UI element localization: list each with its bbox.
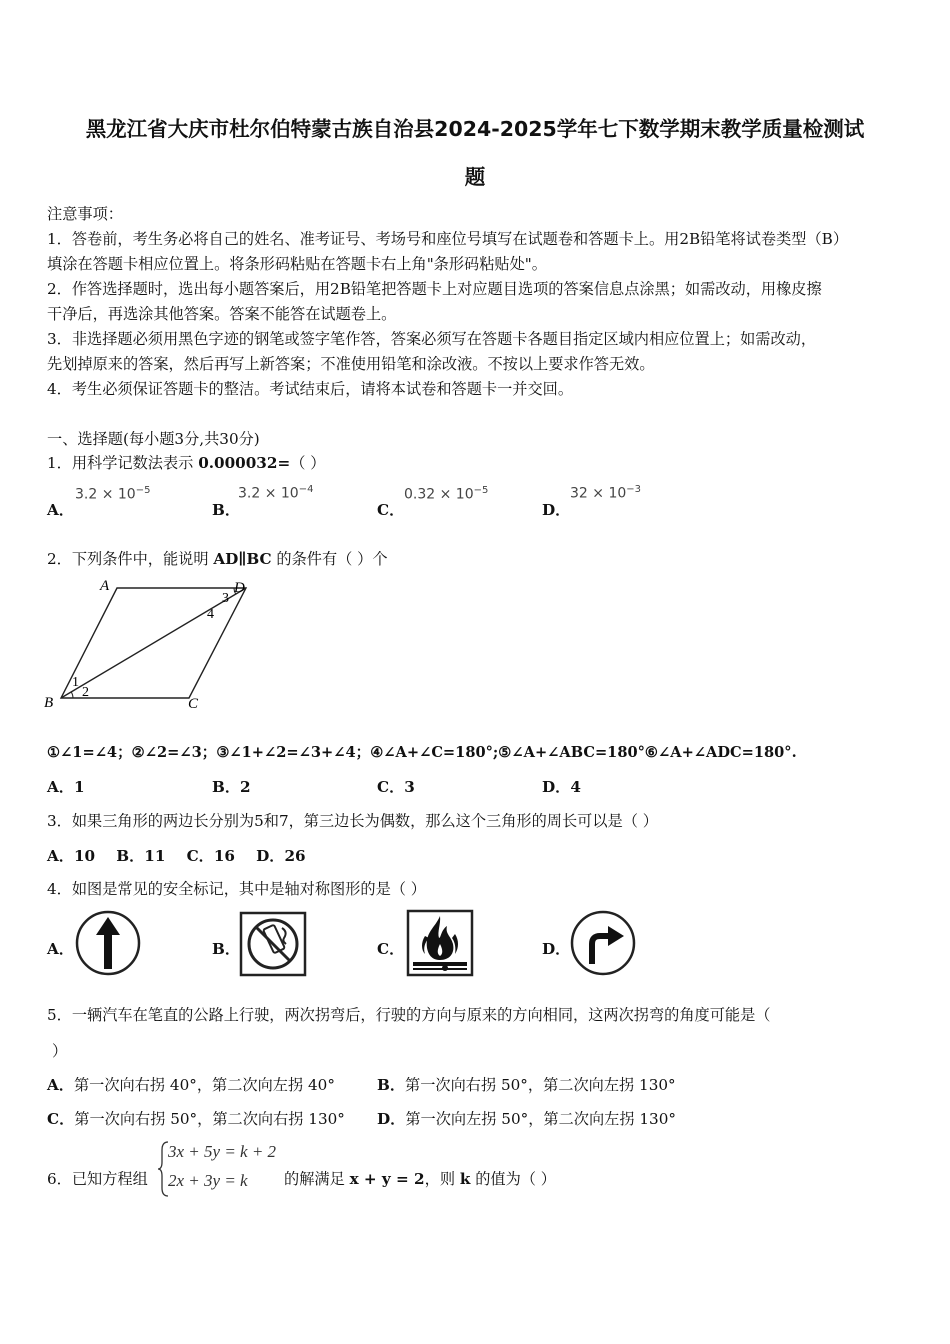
stem-text: 一辆汽车在笔直的公路上行驶，两次拐弯后，行驶的方向与原来的方向相同，这两次拐弯的角度可能是（ bbox=[71, 1006, 771, 1024]
question-2-conditions: ①∠1=∠4；②∠2=∠3；③∠1+∠2=∠3+∠4；④∠A+∠C=180°;⑤∠A+∠ABC=180°⑥∠A+∠ADC=180°. bbox=[47, 744, 797, 761]
stem-parallel: AD∥BC bbox=[213, 550, 272, 568]
exponent: −5 bbox=[135, 485, 151, 496]
question-number: 4． bbox=[47, 880, 72, 898]
option-text: 第一次向右拐 50°，第二次向右拐 130° bbox=[74, 1110, 345, 1128]
option-b-label: B． bbox=[212, 940, 241, 958]
notice-line: 填涂在答题卡相应位置上。将条形码粘贴在答题卡右上角"条形码粘贴处"。 bbox=[47, 255, 547, 273]
option-label: B． bbox=[377, 1076, 406, 1094]
question-2-stem bbox=[47, 548, 388, 569]
option-text: 第一次向左拐 50°，第二次向左拐 130° bbox=[405, 1110, 676, 1128]
option-b bbox=[377, 1074, 676, 1095]
stem-condition: x + y = 2 bbox=[349, 1170, 425, 1188]
question-4-stem bbox=[47, 878, 426, 899]
option-text: 第一次向右拐 40°，第二次向左拐 40° bbox=[73, 1076, 335, 1094]
option-d-label: D． bbox=[542, 501, 571, 519]
vertex-b-label: B bbox=[44, 695, 54, 711]
stem-bracket: （ ） bbox=[290, 454, 326, 472]
mantissa: 3.2 × 10 bbox=[238, 485, 299, 502]
up-arrow-sign-icon bbox=[74, 909, 142, 977]
question-5-stem bbox=[47, 1004, 770, 1025]
stem-text: 如图是常见的安全标记，其中是轴对称图形的是（ ） bbox=[71, 880, 426, 898]
option-a-value bbox=[75, 485, 150, 503]
option-b-label: B． bbox=[212, 501, 241, 519]
option-d: D．4 bbox=[542, 778, 581, 796]
exponent: −3 bbox=[626, 484, 642, 495]
question-number: 3． bbox=[47, 812, 72, 830]
notice-line: 干净后，再选涂其他答案。答案不能答在试题卷上。 bbox=[47, 305, 397, 323]
question-number: 1． bbox=[47, 454, 72, 472]
question-3-options: A．10 B．11 C．16 D．26 bbox=[47, 847, 306, 865]
option-c: C．3 bbox=[377, 778, 415, 796]
flammable-sign-icon bbox=[405, 908, 475, 978]
turn-right-sign-icon bbox=[568, 908, 638, 978]
stem-text: 用科学记数法表示 bbox=[71, 454, 199, 472]
option-d-label: D． bbox=[542, 940, 571, 958]
option-c-label: C． bbox=[377, 940, 405, 958]
option-c bbox=[47, 1108, 345, 1129]
notice-line: 先划掉原来的答案，然后再写上新答案；不准使用铅笔和涂改液。不按以上要求作答无效。 bbox=[47, 355, 655, 373]
angle-arc-b bbox=[71, 692, 73, 698]
page-title: 黑龙江省大庆市杜尔伯特蒙古族自治县2024-2025学年七下数学期末教学质量检测试 bbox=[85, 117, 865, 141]
option-a-label: A． bbox=[47, 501, 74, 519]
question-number: 6． bbox=[47, 1170, 72, 1188]
stem-text: 的解满足 bbox=[284, 1170, 350, 1188]
exponent: −4 bbox=[298, 484, 314, 495]
stem-text: 的值为（ ） bbox=[470, 1170, 556, 1188]
option-label: C． bbox=[47, 1110, 75, 1128]
option-b-value bbox=[238, 484, 313, 502]
stem-number: 0.000032= bbox=[198, 454, 291, 472]
stem-text: 下列条件中，能说明 bbox=[71, 550, 214, 568]
notice-line: 1．答卷前，考生务必将自己的姓名、准考证号、考场号和座位号填写在试题卷和答题卡上。用2B铅笔将试卷类型（B） bbox=[47, 230, 849, 248]
option-label: D． bbox=[377, 1110, 406, 1128]
option-d-value bbox=[570, 484, 641, 502]
parallelogram-figure bbox=[40, 572, 260, 717]
option-a bbox=[47, 1074, 335, 1095]
mantissa: 0.32 × 10 bbox=[404, 486, 474, 503]
option-a: A．1 bbox=[47, 778, 85, 796]
no-mobile-phone-sign-icon bbox=[238, 910, 308, 978]
stem-text: 的条件有（ ）个 bbox=[271, 550, 388, 568]
page-title-continued: 题 bbox=[464, 165, 486, 189]
stem-variable: k bbox=[459, 1170, 471, 1188]
equation-2: 2x + 3y = k bbox=[168, 1171, 248, 1190]
option-text: 第一次向右拐 50°，第二次向左拐 130° bbox=[405, 1076, 676, 1094]
question-6-prefix bbox=[47, 1168, 148, 1189]
equation-1: 3x + 5y = k + 2 bbox=[168, 1142, 277, 1161]
question-number: 2． bbox=[47, 550, 72, 568]
stem-text: 如果三角形的两边长分别为5和7，第三边长为偶数，那么这个三角形的周长可以是（ ） bbox=[71, 812, 658, 830]
question-5-stem-end: ） bbox=[52, 1042, 68, 1060]
notice-line: 2．作答选择题时，选出每小题答案后，用2B铅笔把答题卡上对应题目选项的答案信息点涂黑；如需改动，用橡皮擦 bbox=[47, 280, 822, 298]
option-c-label: C． bbox=[377, 501, 405, 519]
notice-line: 3．非选择题必须用黑色字迹的钢笔或签字笔作答，答案必须写在答题卡各题目指定区域内相应位置上；如需改动， bbox=[47, 330, 817, 348]
vertex-a-label: A bbox=[100, 578, 110, 594]
mantissa: 32 × 10 bbox=[570, 485, 627, 502]
question-6-stem bbox=[284, 1168, 556, 1189]
option-label: A． bbox=[47, 1076, 74, 1094]
angle-3-label: 3 bbox=[222, 591, 229, 606]
option-d bbox=[377, 1108, 676, 1129]
angle-1-label: 1 bbox=[72, 675, 79, 690]
mantissa: 3.2 × 10 bbox=[75, 486, 136, 503]
question-number: 5． bbox=[47, 1006, 72, 1024]
option-a-label: A． bbox=[47, 940, 74, 958]
notice-line: 4．考生必须保证答题卡的整洁。考试结束后，请将本试卷和答题卡一并交回。 bbox=[47, 380, 574, 398]
section-heading: 一、选择题(每小题3分,共30分) bbox=[47, 430, 260, 448]
notice-heading: 注意事项： bbox=[47, 205, 123, 223]
angle-4-label: 4 bbox=[207, 607, 214, 622]
question-1-stem bbox=[47, 452, 325, 473]
vertex-d-label: D bbox=[234, 580, 245, 596]
question-3-stem bbox=[47, 810, 658, 831]
option-b: B．2 bbox=[212, 778, 251, 796]
stem-text: ，则 bbox=[424, 1170, 460, 1188]
exponent: −5 bbox=[473, 485, 489, 496]
option-c-value bbox=[404, 485, 488, 503]
angle-2-label: 2 bbox=[82, 685, 89, 700]
stem-text: 已知方程组 bbox=[71, 1170, 148, 1188]
vertex-c-label: C bbox=[188, 696, 199, 712]
